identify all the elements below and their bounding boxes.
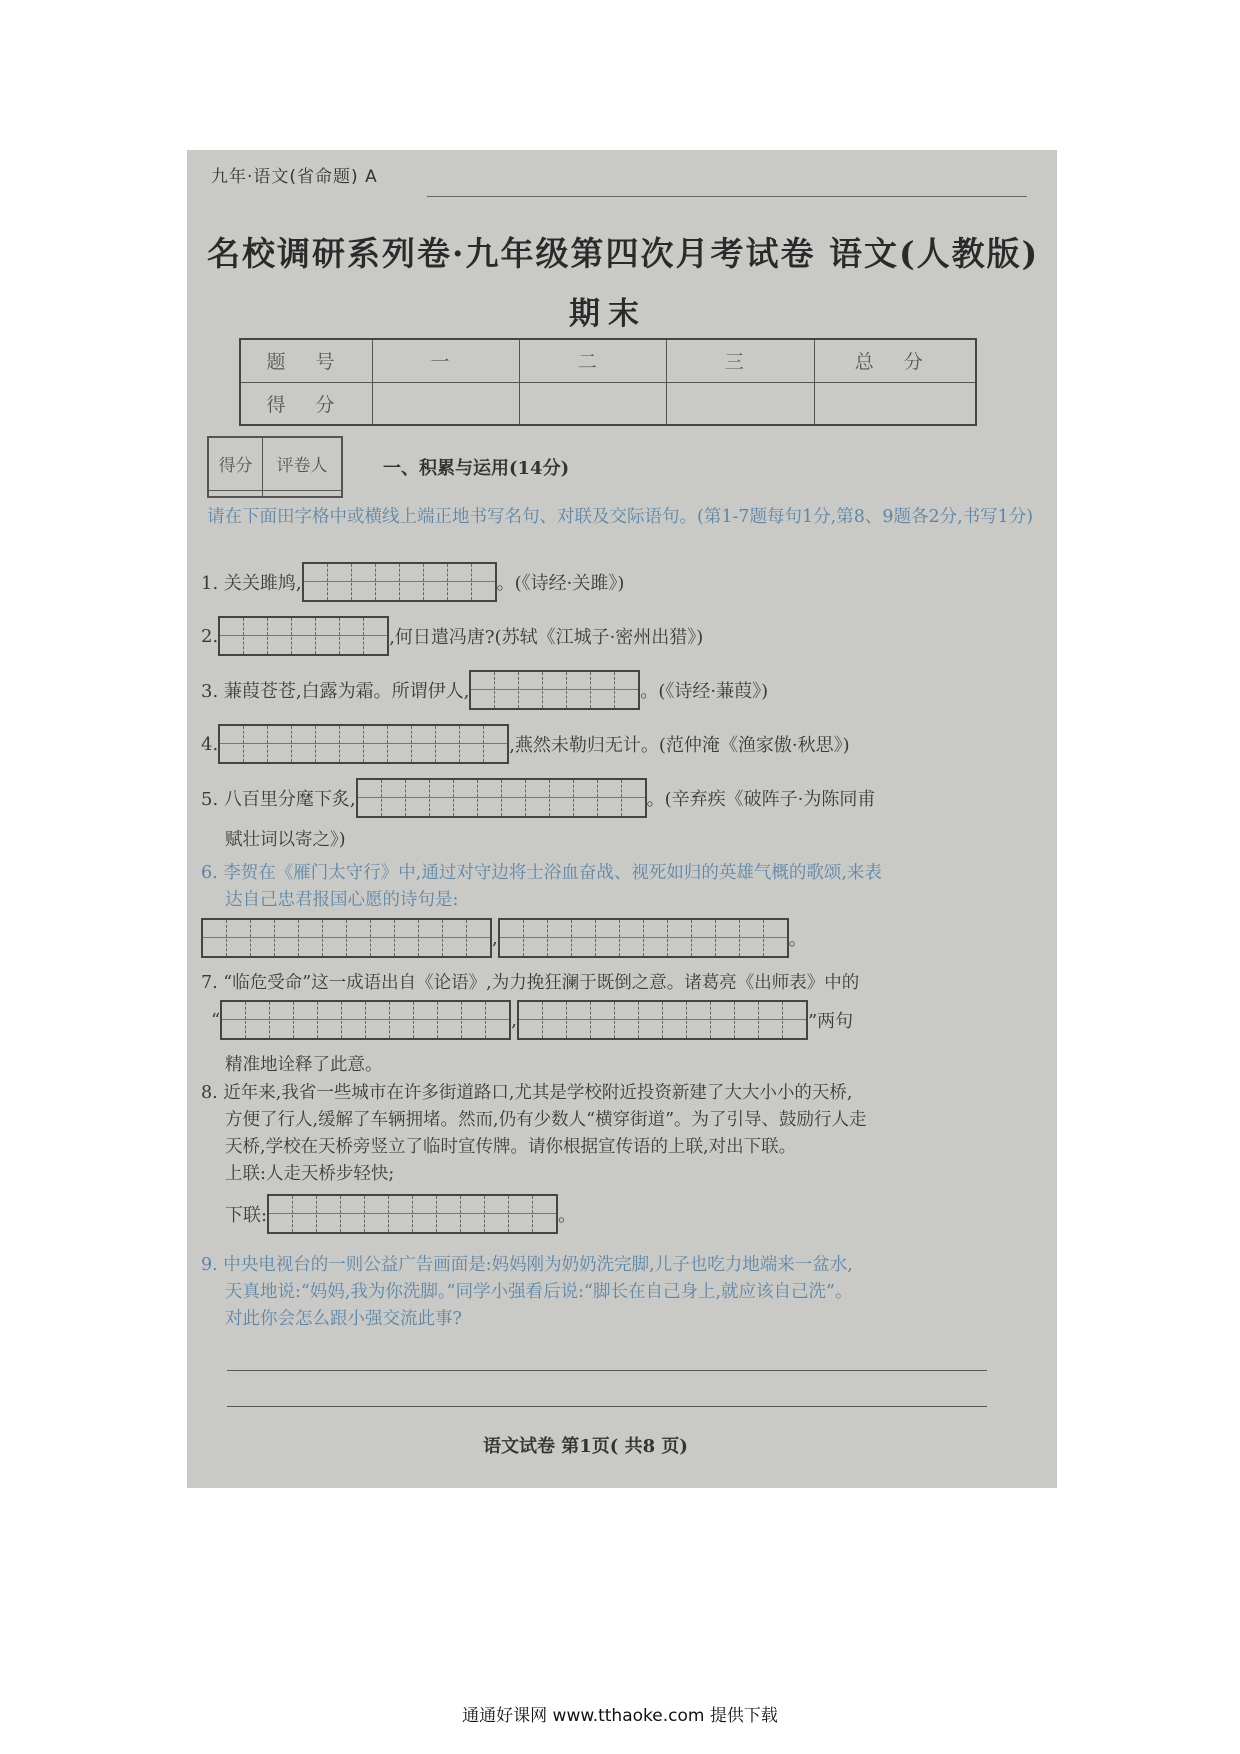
- q6-line2: 达自己忠君报国心愿的诗句是:: [225, 890, 459, 910]
- grid-cell[interactable]: [461, 1196, 485, 1232]
- grid-cell[interactable]: [572, 920, 596, 956]
- grid-cell[interactable]: [460, 726, 484, 762]
- grid-cell[interactable]: [735, 1002, 759, 1038]
- question-5: [201, 780, 875, 816]
- question-3: [201, 672, 768, 708]
- q7-separator: ,: [511, 1009, 517, 1031]
- exam-title: 名校调研系列卷·九年级第四次月考试卷 语文(人教版): [207, 234, 1040, 273]
- grid-cell[interactable]: [687, 1002, 711, 1038]
- answer-grid[interactable]: [218, 616, 389, 656]
- grid-cell[interactable]: [567, 1002, 591, 1038]
- grid-cell[interactable]: [227, 920, 251, 956]
- section-title: 一、积累与运用(14分): [383, 458, 570, 479]
- grid-cell[interactable]: [388, 726, 412, 762]
- grid-cell[interactable]: [486, 1002, 509, 1038]
- grid-cell[interactable]: [436, 726, 460, 762]
- grid-cell[interactable]: [323, 920, 347, 956]
- grid-cell[interactable]: [500, 920, 524, 956]
- q8-end: 。: [558, 1205, 577, 1226]
- grid-cell[interactable]: [548, 920, 572, 956]
- grid-cell[interactable]: [389, 1196, 413, 1232]
- grid-cell[interactable]: [639, 1002, 663, 1038]
- grid-cell[interactable]: [268, 618, 292, 654]
- grid-cell[interactable]: [448, 564, 472, 600]
- answer-grid[interactable]: [356, 778, 647, 818]
- grid-cell[interactable]: [382, 780, 406, 816]
- q2-prefix: 2.: [201, 625, 219, 647]
- answer-line[interactable]: [227, 1406, 987, 1407]
- q7-line1: 7. “临危受命”这一成语出自《论语》,为力挽狂澜于既倒之意。诸葛亮《出师表》中的: [201, 973, 860, 993]
- grid-cell[interactable]: [533, 1196, 556, 1232]
- score-header-cell: 二: [520, 339, 667, 382]
- grid-cell[interactable]: [509, 1196, 533, 1232]
- answer-grid[interactable]: [201, 918, 492, 958]
- grid-cell[interactable]: [366, 1002, 390, 1038]
- exam-sheet: [187, 150, 1057, 1488]
- grid-cell[interactable]: [620, 920, 644, 956]
- grid-cell[interactable]: [484, 726, 507, 762]
- grid-cell[interactable]: [340, 726, 364, 762]
- q8-line1: 8. 近年来,我省一些城市在许多街道路口,尤其是学校附近投资新建了大大小小的天桥,: [201, 1083, 853, 1103]
- q6-separator: ,: [492, 927, 498, 949]
- q8-lower-label: 下联:: [225, 1205, 268, 1226]
- grid-cell[interactable]: [294, 1002, 318, 1038]
- grid-cell[interactable]: [591, 1002, 615, 1038]
- answer-line[interactable]: [227, 1370, 987, 1371]
- grid-cell[interactable]: [244, 618, 268, 654]
- grid-cell[interactable]: [622, 780, 645, 816]
- grid-cell[interactable]: [352, 564, 376, 600]
- q5-source: 。(辛弃疾《破阵子·为陈同甫: [646, 789, 876, 810]
- grid-cell[interactable]: [740, 920, 764, 956]
- grid-cell[interactable]: [438, 1002, 462, 1038]
- q9-line2: 天真地说:“妈妈,我为你洗脚。”同学小强看后说:“脚长在自己身上,就应该自己洗”。: [225, 1282, 853, 1302]
- grid-cell[interactable]: [443, 920, 467, 956]
- grid-cell[interactable]: [596, 920, 620, 956]
- grid-cell[interactable]: [692, 920, 716, 956]
- grid-cell[interactable]: [316, 618, 340, 654]
- question-7-answer: [211, 1002, 853, 1038]
- grid-cell[interactable]: [543, 1002, 567, 1038]
- grid-cell[interactable]: [268, 726, 292, 762]
- page-footer: 语文试卷 第1页( 共8 页): [483, 1436, 688, 1457]
- grid-cell[interactable]: [543, 672, 567, 708]
- grid-cell[interactable]: [203, 920, 227, 956]
- exam-subtitle: 期末: [569, 296, 647, 332]
- score-input-cell[interactable]: [814, 382, 976, 425]
- grid-cell[interactable]: [615, 1002, 639, 1038]
- grid-cell[interactable]: [318, 1002, 342, 1038]
- grid-cell[interactable]: [220, 618, 244, 654]
- answer-grid[interactable]: [302, 562, 497, 602]
- question-2: [201, 618, 703, 654]
- grid-cell[interactable]: [502, 780, 526, 816]
- grid-cell[interactable]: [471, 672, 495, 708]
- q8-line2: 方便了行人,缓解了车辆拥堵。然而,仍有少数人“横穿街道”。为了引导、鼓励行人走: [225, 1110, 867, 1130]
- q3-prefix: 3. 蒹葭苍苍,白露为霜。所谓伊人,: [201, 681, 470, 702]
- grid-cell[interactable]: [567, 672, 591, 708]
- q6-end: 。: [788, 929, 807, 950]
- answer-grid[interactable]: [220, 1000, 511, 1040]
- grid-cell[interactable]: [591, 672, 615, 708]
- grid-cell[interactable]: [644, 920, 668, 956]
- grid-cell[interactable]: [365, 1196, 389, 1232]
- question-8-answer: [225, 1196, 576, 1232]
- grid-cell[interactable]: [316, 726, 340, 762]
- score-header-cell: 一: [372, 339, 519, 382]
- q5-prefix: 5. 八百里分麾下炙,: [201, 789, 356, 810]
- q7-open-quote: “: [211, 1009, 221, 1031]
- q7-close-quote: ”两句: [807, 1011, 854, 1032]
- grid-cell[interactable]: [270, 1002, 294, 1038]
- grid-cell[interactable]: [663, 1002, 687, 1038]
- grid-cell[interactable]: [328, 564, 352, 600]
- grid-cell[interactable]: [246, 1002, 270, 1038]
- grid-cell[interactable]: [485, 1196, 509, 1232]
- grid-cell[interactable]: [292, 618, 316, 654]
- question-6-answer: [201, 920, 807, 956]
- grid-cell[interactable]: [342, 1002, 366, 1038]
- download-footer: 通通好课网 www.tthaoke.com 提供下载: [462, 1706, 778, 1726]
- q4-source: ,燕然未勒归无计。(范仲淹《渔家傲·秋思》): [509, 735, 850, 756]
- grid-cell[interactable]: [371, 920, 395, 956]
- grid-cell[interactable]: [550, 780, 574, 816]
- grid-cell[interactable]: [424, 564, 448, 600]
- grid-cell[interactable]: [495, 672, 519, 708]
- header-rule: [427, 196, 1027, 197]
- grid-cell[interactable]: [406, 780, 430, 816]
- grid-cell[interactable]: [269, 1196, 293, 1232]
- grid-cell[interactable]: [524, 920, 548, 956]
- grid-cell[interactable]: [341, 1196, 365, 1232]
- score-input-cell[interactable]: [520, 382, 667, 425]
- grid-cell[interactable]: [462, 1002, 486, 1038]
- q6-line1: 6. 李贺在《雁门太守行》中,通过对守边将士浴血奋战、视死如归的英雄气概的歌颂,来表: [201, 863, 882, 883]
- q9-line1: 9. 中央电视台的一则公益广告画面是:妈妈刚为奶奶洗完脚,儿子也吃力地端来一盆水,: [201, 1255, 853, 1275]
- paper-header: 九年·语文(省命题) A: [211, 167, 378, 187]
- q8-line3: 天桥,学校在天桥旁竖立了临时宣传牌。请你根据宣传语的上联,对出下联。: [225, 1137, 797, 1157]
- grid-cell[interactable]: [430, 780, 454, 816]
- grid-cell[interactable]: [526, 780, 550, 816]
- grid-cell[interactable]: [222, 1002, 246, 1038]
- instructions: 请在下面田字格中或横线上端正地书写名句、对联及交际语句。(第1-7题每句1分,第8、9题各2分,书写1分): [207, 507, 1034, 527]
- grader-box: [207, 436, 343, 498]
- grid-cell[interactable]: [615, 672, 638, 708]
- answer-grid[interactable]: [469, 670, 640, 710]
- grid-cell[interactable]: [519, 1002, 543, 1038]
- grid-cell[interactable]: [783, 1002, 806, 1038]
- grid-cell[interactable]: [472, 564, 495, 600]
- q4-prefix: 4.: [201, 733, 219, 755]
- grid-cell[interactable]: [414, 1002, 438, 1038]
- grader-name-label: 评卷人: [263, 437, 342, 490]
- grid-cell[interactable]: [454, 780, 478, 816]
- grid-cell[interactable]: [292, 726, 316, 762]
- grid-cell[interactable]: [299, 920, 323, 956]
- q3-source: 。(《诗经·蒹葭》): [640, 681, 769, 702]
- score-header-cell: 总 分: [814, 339, 976, 382]
- grid-cell[interactable]: [244, 726, 268, 762]
- grid-cell[interactable]: [478, 780, 502, 816]
- question-1: [201, 564, 624, 600]
- grader-name-input[interactable]: [263, 490, 342, 497]
- q5-source-cont: 赋壮词以寄之》): [225, 830, 346, 850]
- grid-cell[interactable]: [598, 780, 622, 816]
- q8-upper-couplet: 上联:人走天桥步轻快;: [225, 1164, 395, 1184]
- answer-grid[interactable]: [517, 1000, 808, 1040]
- q1-source: 。(《诗经·关雎》): [496, 573, 625, 594]
- grid-cell[interactable]: [412, 726, 436, 762]
- grid-cell[interactable]: [390, 1002, 414, 1038]
- q2-source: ,何日遣冯唐?(苏轼《江城子·密州出猎》): [389, 627, 704, 648]
- answer-grid[interactable]: [267, 1194, 558, 1234]
- score-header-cell: 题 号: [240, 339, 372, 382]
- grid-cell[interactable]: [358, 780, 382, 816]
- answer-grid[interactable]: [498, 918, 789, 958]
- grid-cell[interactable]: [400, 564, 424, 600]
- grid-cell[interactable]: [711, 1002, 735, 1038]
- grid-cell[interactable]: [419, 920, 443, 956]
- grid-cell[interactable]: [716, 920, 740, 956]
- answer-grid[interactable]: [218, 724, 509, 764]
- grid-cell[interactable]: [251, 920, 275, 956]
- q7-line3: 精准地诠释了此意。: [225, 1055, 383, 1075]
- score-input-cell[interactable]: [667, 382, 814, 425]
- grid-cell[interactable]: [467, 920, 490, 956]
- grid-cell[interactable]: [519, 672, 543, 708]
- grid-cell[interactable]: [275, 920, 299, 956]
- q1-prefix: 1. 关关雎鸠,: [201, 573, 302, 594]
- grid-cell[interactable]: [759, 1002, 783, 1038]
- grid-cell[interactable]: [317, 1196, 341, 1232]
- grader-score-input[interactable]: [208, 490, 263, 497]
- score-row-label: 得 分: [240, 382, 372, 425]
- grid-cell[interactable]: [574, 780, 598, 816]
- grid-cell[interactable]: [364, 618, 387, 654]
- grid-cell[interactable]: [395, 920, 419, 956]
- grid-cell[interactable]: [764, 920, 787, 956]
- grid-cell[interactable]: [293, 1196, 317, 1232]
- grader-score-label: 得分: [208, 437, 263, 490]
- grid-cell[interactable]: [413, 1196, 437, 1232]
- grid-cell[interactable]: [304, 564, 328, 600]
- grid-cell[interactable]: [347, 920, 371, 956]
- grid-cell[interactable]: [220, 726, 244, 762]
- grid-cell[interactable]: [364, 726, 388, 762]
- q9-line3: 对此你会怎么跟小强交流此事?: [225, 1309, 462, 1329]
- grid-cell[interactable]: [376, 564, 400, 600]
- grid-cell[interactable]: [340, 618, 364, 654]
- score-table: [239, 338, 977, 426]
- grid-cell[interactable]: [437, 1196, 461, 1232]
- score-input-cell[interactable]: [372, 382, 519, 425]
- score-header-cell: 三: [667, 339, 814, 382]
- grid-cell[interactable]: [668, 920, 692, 956]
- question-4: [201, 726, 850, 762]
